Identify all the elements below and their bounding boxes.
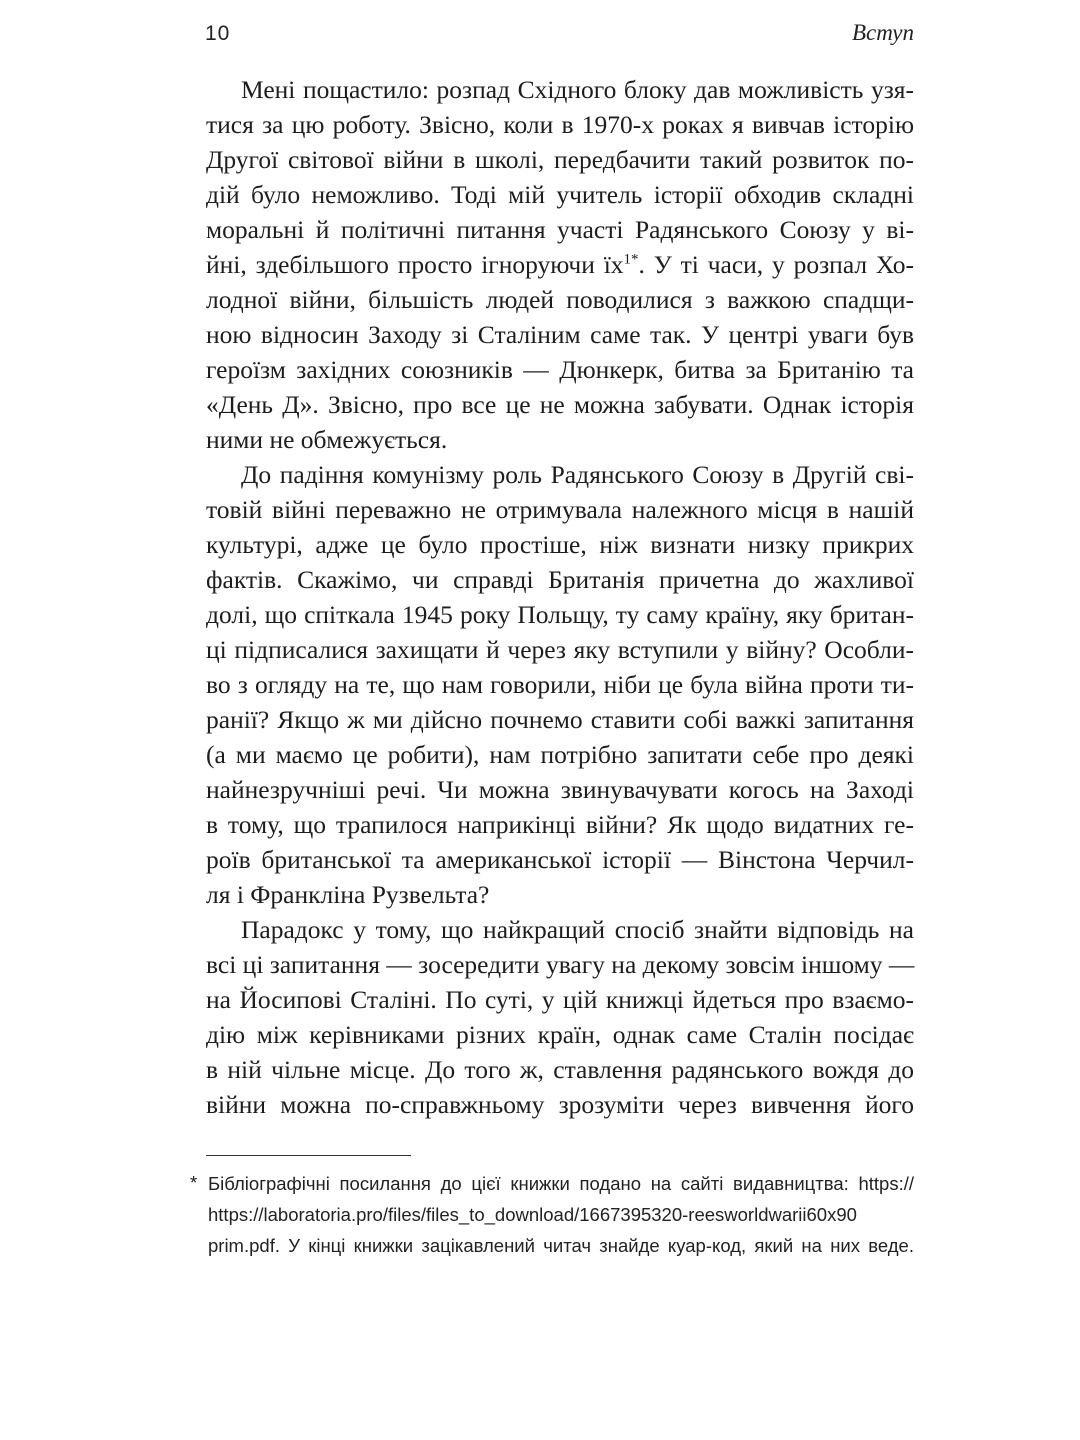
body-line: дію між керівниками різних країн, однак саме Сталін посідає	[206, 1020, 914, 1049]
body-line-head: йні, здебільшого просто ігноруючи їх	[206, 250, 624, 279]
body-line: ці підписалися захищати й через яку вступили у війну? Особли-	[206, 635, 914, 664]
footnote-link[interactable]: https://laboratoria.pro/files/files_to_download/1667395320-reesworldwarii60x90	[208, 1204, 857, 1225]
body-line: ною відносин Заходу зі Сталіним саме так. У центрі уваги був	[206, 320, 914, 349]
body-line: Мені пощастило: розпад Східного блоку дав можливість узя-	[241, 75, 914, 104]
body-line: культурі, адже це було простіше, ніж визнати низку прикрих	[206, 530, 914, 559]
footnote-star: *	[190, 1172, 198, 1193]
footnote-line: Бібліографічні посилання до цієї книжки подано на сайті видавництва: https://	[208, 1173, 914, 1194]
body-line: всі ці запитання — зосередити увагу на декому зовсім іншому —	[206, 950, 915, 979]
body-line: дій було неможливо. Тоді мій учитель історії обходив складні	[206, 180, 914, 209]
body-line: во з огляду на те, що нам говорили, ніби це була війна проти ти-	[206, 670, 914, 699]
body-line: ля і Франкліна Рузвельта?	[206, 880, 490, 909]
body-line: товій війні переважно не отримувала належного місця в нашій	[206, 495, 914, 524]
footnote-reference[interactable]: 1*	[623, 251, 639, 268]
body-line: фактів. Скажімо, чи справді Британія причетна до жахливої	[206, 565, 914, 594]
body-line: долі, що спіткала 1945 року Польщу, ту саму країну, яку британ-	[206, 600, 914, 629]
body-line: в тому, що трапилося наприкінці війни? Як щодо видатних ге-	[206, 810, 914, 839]
body-line: на Йосипові Сталіні. По суті, у цій книжці йдеться про взаємо-	[206, 985, 914, 1014]
footnote-line: prim.pdf. У кінці книжки зацікавлений читач знайде куар-код, який на них веде.	[208, 1235, 914, 1256]
body-line: найнезручніші речі. Чи можна звинувачувати когось на Заході	[206, 775, 914, 804]
body-line: роїв британської та американської історії — Вінстона Черчил-	[206, 845, 914, 874]
body-line: в ній чільне місце. До того ж, ставлення радянського вождя до	[206, 1055, 914, 1084]
body-line: моральні й політичні питання участі Радянського Союзу у ві-	[206, 215, 914, 244]
page-number: 10	[205, 22, 231, 45]
body-line: ними не обмежується.	[206, 425, 448, 454]
body-line: лодної війни, більшість людей поводилися з важкою спадщи-	[206, 285, 914, 314]
body-line: (а ми маємо це робити), нам потрібно запитати себе про деякі	[206, 740, 914, 769]
body-line: До падіння комунізму роль Радянського Союзу в Другій сві-	[241, 460, 914, 489]
body-line: тися за цю роботу. Звісно, коли в 1970-х роках я вивчав історію	[206, 110, 914, 139]
chapter-title: Вступ	[851, 20, 914, 45]
body-line: героїзм західних союзників — Дюнкерк, битва за Британію та	[206, 355, 914, 384]
body-line: Другої світової війни в школі, передбачити такий розвиток по-	[206, 145, 914, 174]
body-line: Парадокс у тому, що найкращий спосіб знайти відповідь на	[241, 915, 914, 944]
footnote-divider	[206, 1155, 411, 1156]
body-line	[206, 247, 914, 282]
body-line: «День Д». Звісно, про все це не можна забувати. Однак історія	[206, 390, 914, 419]
body-line: війни можна по-справжньому зрозуміти через вивчення його	[206, 1090, 914, 1119]
body-line: ранії? Якщо ж ми дійсно почнемо ставити собі важкі запитання	[206, 705, 914, 734]
body-line-tail: . У ті часи, у розпал Хо-	[638, 250, 914, 279]
